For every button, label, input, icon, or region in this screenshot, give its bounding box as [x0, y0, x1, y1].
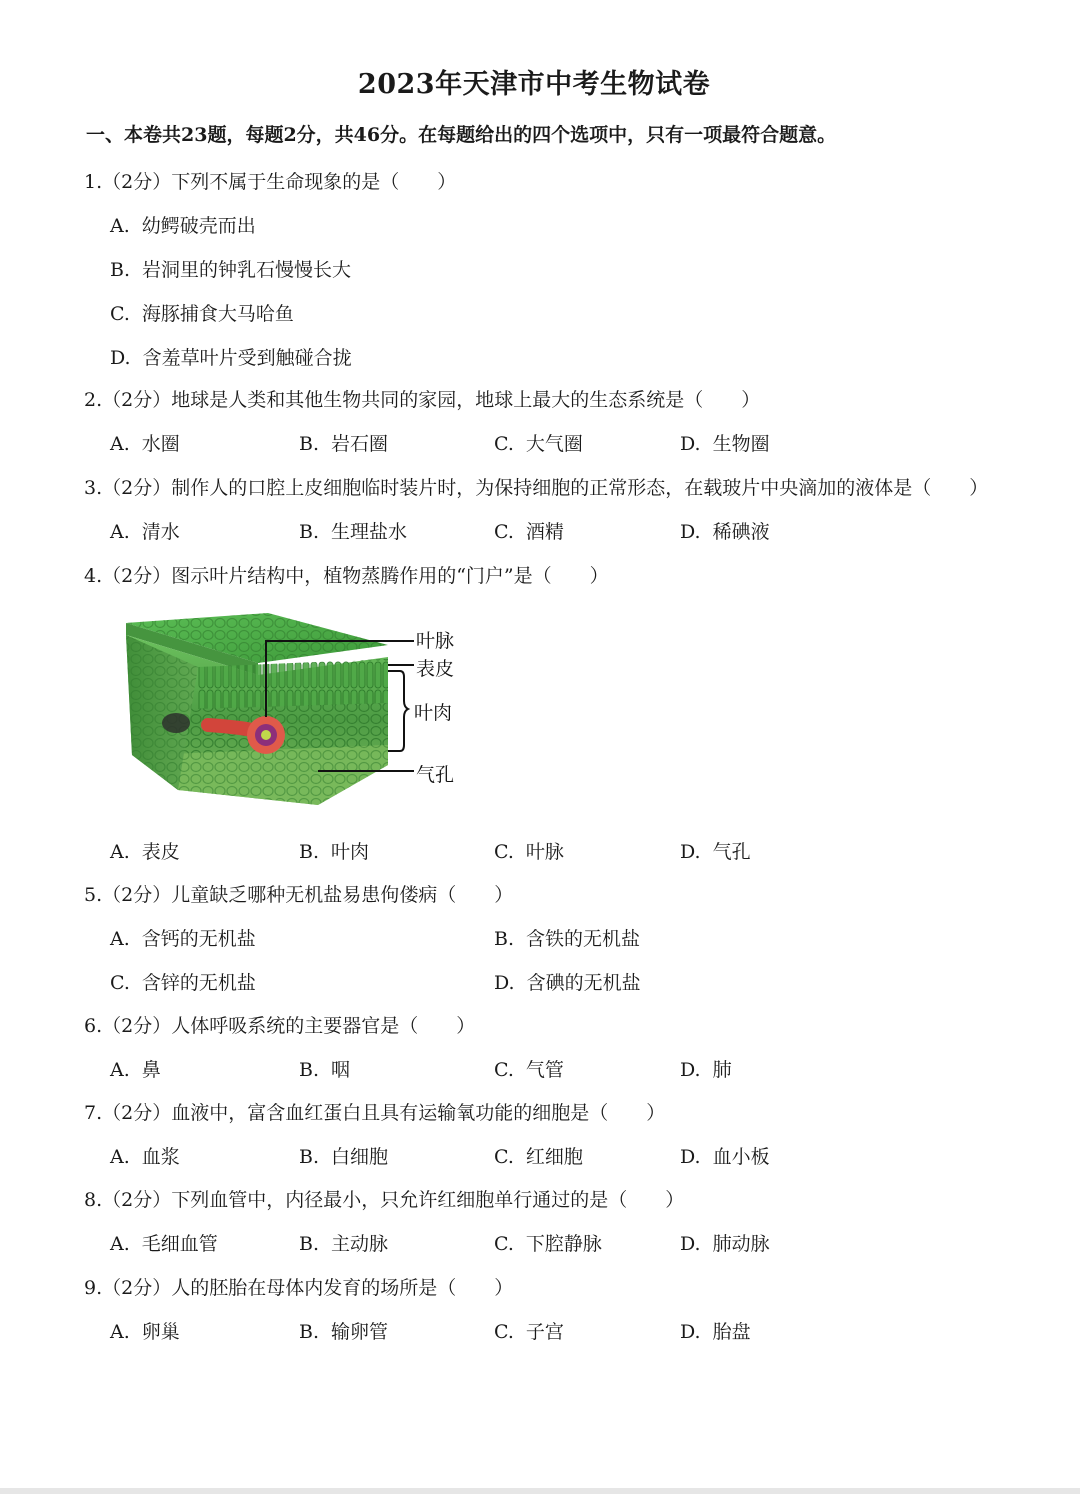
option-7c [494, 1142, 583, 1169]
option-2d [680, 429, 770, 456]
option-8a [110, 1229, 218, 1256]
option-letter: D. [110, 347, 131, 369]
option-8c [494, 1229, 602, 1256]
question-4: 4.（2分）图示叶片结构中，植物蒸腾作用的“门户”是（ ） [84, 565, 609, 587]
page-bottom-edge [0, 1488, 1080, 1494]
option-letter: B. [494, 928, 515, 950]
question-2: 2.（2分）地球是人类和其他生物共同的家园，地球上最大的生态系统是（ ） [84, 389, 761, 411]
option-letter: C. [494, 521, 514, 543]
option-letter: C. [494, 433, 514, 455]
option-text: 咽 [331, 1059, 351, 1081]
label-mesophyll: 叶肉 [414, 702, 453, 724]
option-text: 叶肉 [331, 841, 370, 863]
option-1a [110, 211, 256, 238]
option-text: 胎盘 [712, 1321, 751, 1343]
option-letter: D. [494, 972, 515, 994]
option-text: 输卵管 [331, 1321, 389, 1343]
leaf-diagram [118, 605, 478, 825]
option-text: 毛细血管 [141, 1233, 218, 1255]
option-letter: A. [110, 1059, 130, 1081]
label-vein: 叶脉 [416, 630, 455, 652]
option-1d [110, 343, 352, 370]
option-9b [299, 1317, 388, 1344]
option-text: 幼鳄破壳而出 [141, 215, 256, 237]
option-9a [110, 1317, 180, 1344]
option-letter: B. [299, 1059, 320, 1081]
option-4b [299, 837, 369, 864]
option-2b [299, 429, 388, 456]
option-text: 含碘的无机盐 [526, 972, 641, 994]
leaf-structure-figure [118, 605, 478, 825]
option-letter: C. [494, 841, 514, 863]
option-2c [494, 429, 583, 456]
option-1b [110, 255, 351, 282]
option-2a [110, 429, 180, 456]
option-text: 岩石圈 [331, 433, 389, 455]
option-text: 主动脉 [331, 1233, 389, 1255]
option-text: 岩洞里的钟乳石慢慢长大 [142, 259, 352, 281]
option-6c [494, 1055, 564, 1082]
option-letter: D. [680, 1059, 701, 1081]
option-letter: A. [110, 928, 130, 950]
option-letter: D. [680, 1321, 701, 1343]
option-text: 大气圈 [525, 433, 583, 455]
option-text: 水圈 [141, 433, 180, 455]
option-7a [110, 1142, 180, 1169]
label-epidermis: 表皮 [416, 658, 455, 680]
option-text: 海豚捕食大马哈鱼 [141, 303, 294, 325]
option-letter: D. [680, 521, 701, 543]
option-text: 卵巢 [141, 1321, 180, 1343]
option-1c [110, 299, 294, 326]
option-letter: A. [110, 1233, 130, 1255]
label-stoma: 气孔 [416, 764, 455, 786]
option-text: 含钙的无机盐 [141, 928, 256, 950]
option-text: 表皮 [141, 841, 180, 863]
option-3d [680, 517, 770, 544]
option-9c [494, 1317, 564, 1344]
option-9d [680, 1317, 751, 1344]
option-4c [494, 837, 564, 864]
option-letter: C. [494, 1059, 514, 1081]
option-8d [680, 1229, 770, 1256]
question-3: 3.（2分）制作人的口腔上皮细胞临时装片时，为保持细胞的正常形态，在载玻片中央滴加的液体是（ ） [84, 477, 989, 499]
option-letter: A. [110, 521, 130, 543]
question-1: 1.（2分）下列不属于生命现象的是（ ） [84, 171, 457, 193]
option-letter: B. [110, 259, 131, 281]
option-letter: C. [494, 1233, 514, 1255]
option-text: 含羞草叶片受到触碰合拢 [142, 347, 352, 369]
option-text: 酒精 [525, 521, 564, 543]
option-5c [110, 968, 256, 995]
option-6b [299, 1055, 350, 1082]
option-5b [494, 924, 640, 951]
question-5: 5.（2分）儿童缺乏哪种无机盐易患佝偻病（ ） [84, 884, 514, 906]
option-7d [680, 1142, 770, 1169]
option-letter: A. [110, 1321, 130, 1343]
option-8b [299, 1229, 388, 1256]
option-4d [680, 837, 751, 864]
option-3c [494, 517, 564, 544]
option-letter: C. [494, 1146, 514, 1168]
option-text: 叶脉 [525, 841, 564, 863]
option-text: 含铁的无机盐 [526, 928, 641, 950]
option-text: 肺动脉 [712, 1233, 770, 1255]
option-letter: D. [680, 841, 701, 863]
option-letter: C. [110, 972, 130, 994]
option-text: 肺 [712, 1059, 732, 1081]
option-5d [494, 968, 641, 995]
option-letter: D. [680, 433, 701, 455]
option-letter: A. [110, 841, 130, 863]
option-text: 生物圈 [712, 433, 770, 455]
option-letter: C. [494, 1321, 514, 1343]
page-title: 2023年天津市中考生物试卷 [357, 69, 711, 100]
option-text: 稀碘液 [712, 521, 770, 543]
option-text: 鼻 [141, 1059, 161, 1081]
option-letter: B. [299, 1146, 320, 1168]
option-4a [110, 837, 180, 864]
option-6a [110, 1055, 161, 1082]
option-letter: B. [299, 1321, 320, 1343]
option-text: 清水 [141, 521, 180, 543]
option-text: 血小板 [712, 1146, 770, 1168]
section-instructions: 一、本卷共23题，每题2分，共46分。在每题给出的四个选项中，只有一项最符合题意。 [86, 124, 837, 146]
option-text: 红细胞 [525, 1146, 583, 1168]
option-letter: D. [680, 1146, 701, 1168]
question-7: 7.（2分）血液中，富含血红蛋白且具有运输氧功能的细胞是（ ） [84, 1102, 666, 1124]
option-text: 气管 [525, 1059, 564, 1081]
option-letter: B. [299, 841, 320, 863]
option-3b [299, 517, 407, 544]
option-letter: B. [299, 521, 320, 543]
option-5a [110, 924, 256, 951]
option-letter: B. [299, 433, 320, 455]
option-7b [299, 1142, 388, 1169]
question-9: 9.（2分）人的胚胎在母体内发育的场所是（ ） [84, 1277, 514, 1299]
option-text: 气孔 [712, 841, 751, 863]
option-letter: D. [680, 1233, 701, 1255]
question-8: 8.（2分）下列血管中，内径最小，只允许红细胞单行通过的是（ ） [84, 1189, 685, 1211]
option-text: 下腔静脉 [525, 1233, 602, 1255]
option-text: 白细胞 [331, 1146, 389, 1168]
question-6: 6.（2分）人体呼吸系统的主要器官是（ ） [84, 1015, 476, 1037]
option-letter: B. [299, 1233, 320, 1255]
option-text: 血浆 [141, 1146, 180, 1168]
option-6d [680, 1055, 732, 1082]
option-text: 含锌的无机盐 [141, 972, 256, 994]
option-letter: A. [110, 1146, 130, 1168]
option-3a [110, 517, 180, 544]
option-letter: A. [110, 433, 130, 455]
option-letter: C. [110, 303, 130, 325]
option-text: 子宫 [525, 1321, 564, 1343]
option-text: 生理盐水 [331, 521, 408, 543]
option-letter: A. [110, 215, 130, 237]
